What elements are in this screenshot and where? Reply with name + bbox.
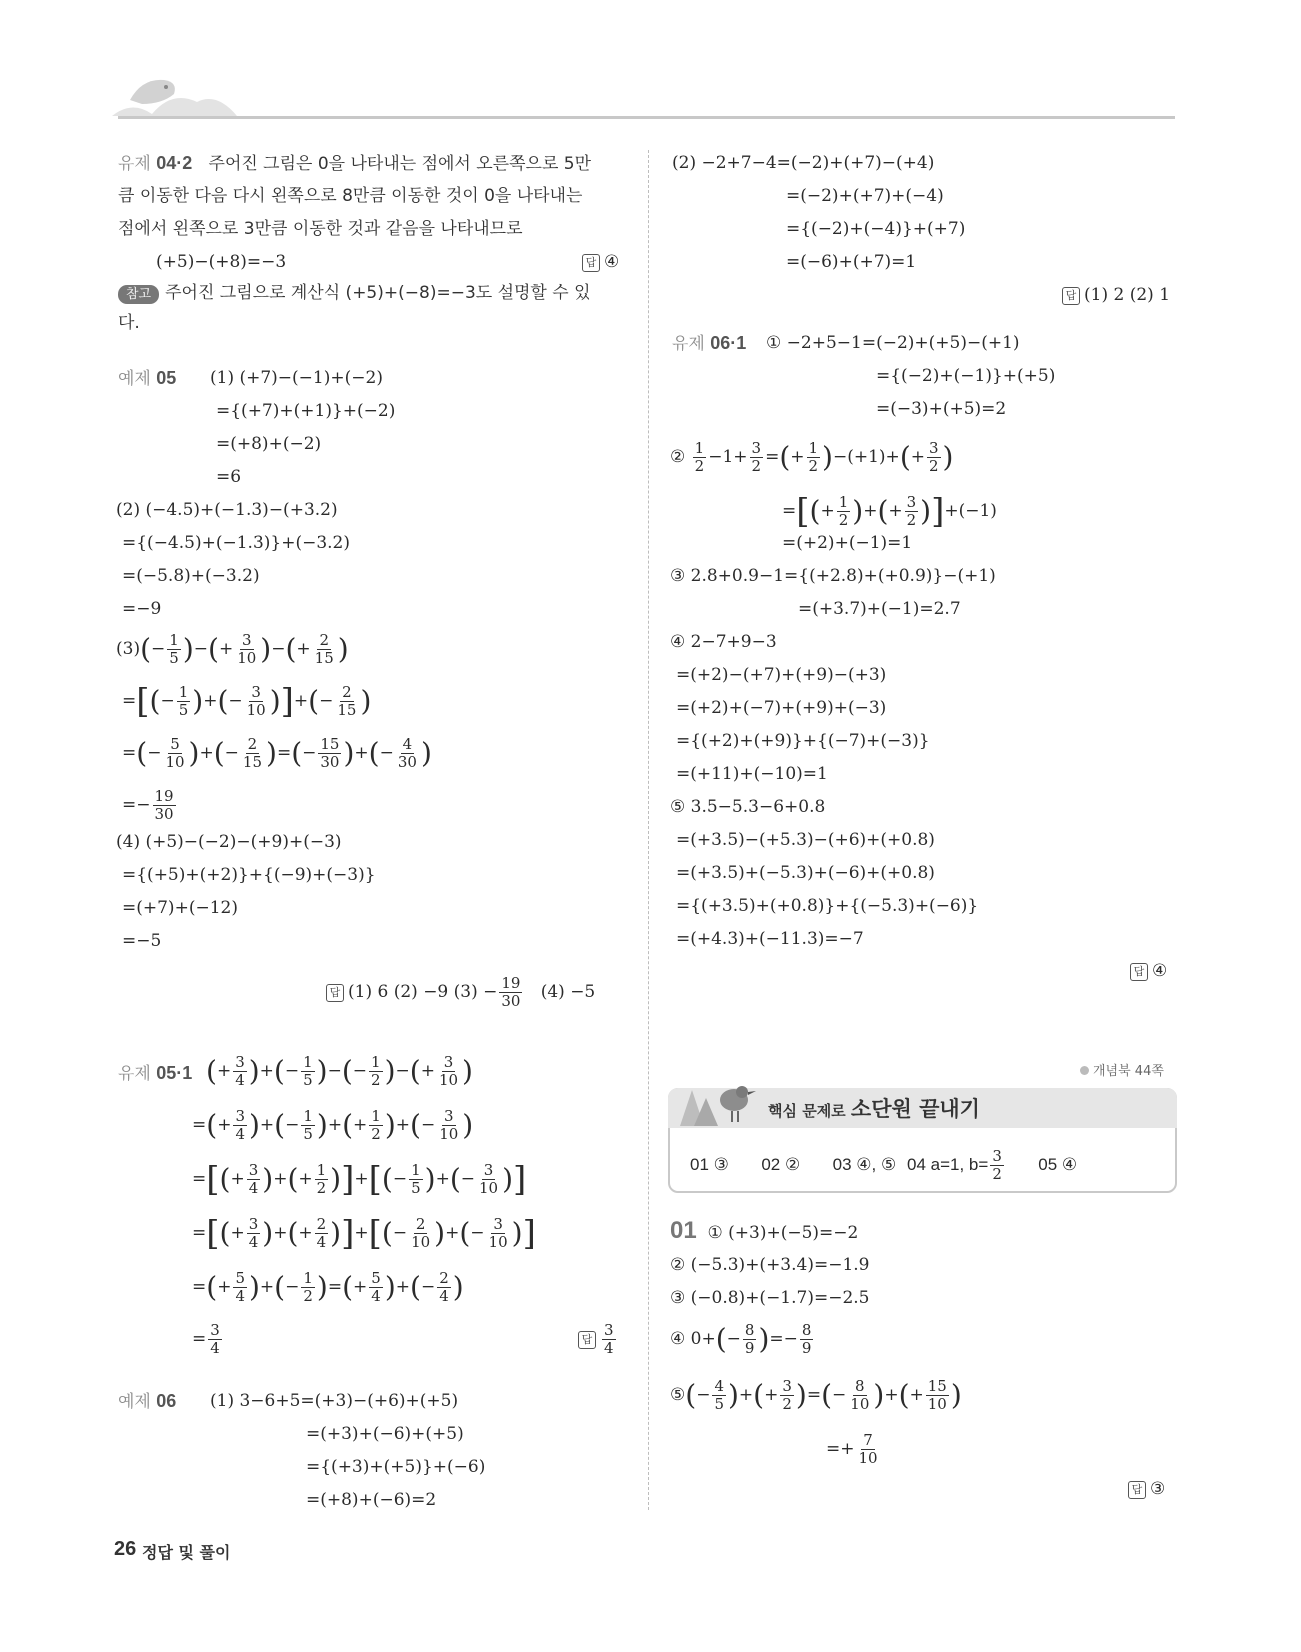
yuje-05-1-heading: 유제 05·1 bbox=[118, 1063, 193, 1083]
yuje-06-1-c4-l3: =(+2)+(−7)+(+9)+(−3) bbox=[676, 698, 887, 718]
summary-answer-03: 03 ④, ⑤ bbox=[832, 1155, 897, 1174]
yeje-06-l4: =(+8)+(−6)=2 bbox=[306, 1490, 437, 1510]
page-number: 26 bbox=[114, 1538, 137, 1560]
yeje-05-p3-l4: =− $\frac{19}{30}$ bbox=[122, 787, 174, 823]
answer-mark-icon: 답 bbox=[1062, 287, 1080, 305]
yuje-06-1-c2-l3: =(+2)+(−1)=1 bbox=[782, 533, 913, 553]
yeje-05-heading: 예제 05 bbox=[118, 368, 177, 388]
yuje-04-2-note: 참고 주어진 그림으로 계산식 (+5)+(−8)=−3도 설명할 수 있 bbox=[118, 280, 591, 306]
seal-mascot-icon bbox=[112, 70, 242, 120]
yeje-06-l2: =(+3)+(−6)+(+5) bbox=[306, 1424, 464, 1444]
q01-l3: ③ (−0.8)+(−1.7)=−2.5 bbox=[670, 1288, 870, 1308]
yeje-05-p1-l2: ={(+7)+(+1)}+(−2) bbox=[216, 401, 396, 421]
yuje-05-1-answer: 답 $\frac{3}{4}$ bbox=[578, 1322, 618, 1357]
yuje-06-1-c5-l2: =(+3.5)−(+5.3)−(+6)+(+0.8) bbox=[676, 830, 935, 850]
yeje-06-p2-l2: =(−2)+(+7)+(−4) bbox=[786, 186, 944, 206]
yeje-06-l3: ={(+3)+(+5)}+(−6) bbox=[306, 1457, 486, 1477]
q01-l4: ④ 0+(− $\frac{8}{9}$ )=− $\frac{8}{9}$ bbox=[670, 1321, 812, 1357]
yuje-06-1-c3-l2: =(+3.7)+(−1)=2.7 bbox=[798, 599, 961, 619]
yeje-06-heading: 예제 06 bbox=[118, 1391, 177, 1411]
yuje-04-2-line1: 유제 04·2 주어진 그림은 0을 나타내는 점에서 오른쪽으로 5만 bbox=[118, 153, 592, 174]
answer-mark-icon: 답 bbox=[1130, 963, 1148, 981]
yuje-04-2-line3: 점에서 왼쪽으로 3만큼 이동한 것과 같음을 나타내므로 bbox=[118, 219, 523, 239]
yuje-06-1-c2-l2: =[(+ $\frac{1}{2}$ )+(+ $\frac{3}{2}$ )]+(−1) bbox=[782, 491, 997, 532]
yeje-05-p4-l2: ={(+5)+(+2)}+{(−9)+(−3)} bbox=[122, 865, 376, 885]
yeje-06-p2-l3: ={(−2)+(−4)}+(+7) bbox=[786, 219, 966, 239]
yuje-06-1-c5-l3: =(+3.5)+(−5.3)+(−6)+(+0.8) bbox=[676, 863, 935, 883]
yuje-05-1-l6: = $\frac{3}{4}$ bbox=[192, 1321, 220, 1357]
yeje-05-p2-l3: =(−5.8)+(−3.2) bbox=[122, 566, 260, 586]
summary-answer-04: 04 a=1, b= bbox=[907, 1155, 989, 1174]
yeje-05-p4-l4: =−5 bbox=[122, 931, 162, 951]
header-rule bbox=[118, 116, 1175, 119]
yeje-06-p2-l4: =(−6)+(+7)=1 bbox=[786, 252, 917, 272]
yeje-05-p3-l1: (3)(− $\frac{1}{5}$ )−(+ $\frac{3}{10}$ )−(+ $\frac{2}{15}$ ) bbox=[116, 631, 349, 667]
yeje-05-p4-l3: =(+7)+(−12) bbox=[122, 898, 238, 918]
note-tag: 참고 bbox=[118, 285, 159, 304]
yuje-06-1-c4-l2: =(+2)−(+7)+(+9)−(+3) bbox=[676, 665, 887, 685]
yeje-05-p2-l1: (2) (−4.5)+(−1.3)−(+3.2) bbox=[116, 500, 338, 520]
yeje-05-p4-l1: (4) (+5)−(−2)−(+9)+(−3) bbox=[116, 832, 342, 852]
footer-title: 정답 및 풀이 bbox=[142, 1543, 231, 1562]
yeje-06-p2-l1: (2) −2+7−4=(−2)+(+7)−(+4) bbox=[672, 153, 935, 173]
yuje-06-1-c1-l2: ={(−2)+(−1)}+(+5) bbox=[876, 366, 1056, 386]
yuje-06-1-c4-l5: =(+11)+(−10)=1 bbox=[676, 764, 828, 784]
yeje-05-p2-l4: =−9 bbox=[122, 599, 162, 619]
yeje-05-p2-l2: ={(−4.5)+(−1.3)}+(−3.2) bbox=[122, 533, 350, 553]
yeje-05-p3-l2: =[(− $\frac{1}{5}$ )+(− $\frac{3}{10}$ )]+(− $\frac{2}{15}$ ) bbox=[122, 681, 372, 722]
summary-answer-05: 05 ④ bbox=[1038, 1155, 1078, 1174]
yuje-06-1-c1-l3: =(−3)+(+5)=2 bbox=[876, 399, 1007, 419]
yuje-05-1-l2: =(+ $\frac{3}{4}$ )+(− $\frac{1}{5}$ )+(+ $\frac{1}{2}$ )+(− $\frac{3}{10}$ ) bbox=[192, 1107, 474, 1143]
yuje-04-2-equation: (+5)−(+8)=−3 bbox=[156, 252, 287, 272]
yuje-06-1-c5-l5: =(+4.3)+(−11.3)=−7 bbox=[676, 929, 864, 949]
answer-mark-icon: 답 bbox=[578, 1331, 596, 1349]
column-divider bbox=[648, 150, 649, 1510]
yuje-05-1-l1: (+ $\frac{3}{4}$ )+(− $\frac{1}{5}$ )−(− $\frac{1}{2}$ )−(+ $\frac{3}{10}$ ) bbox=[206, 1053, 473, 1089]
yeje-06-l1: (1) 3−6+5=(+3)−(+6)+(+5) bbox=[210, 1391, 459, 1411]
yuje-06-1-c4-l4: ={(+2)+(+9)}+{(−7)+(−3)} bbox=[676, 731, 930, 751]
yuje-04-2-line2: 큼 이동한 다음 다시 왼쪽으로 8만큼 이동한 것이 0을 나타내는 bbox=[118, 186, 583, 206]
q01-answer: 답 ③ bbox=[1128, 1476, 1165, 1502]
answer-mark-icon: 답 bbox=[582, 254, 600, 272]
q01-l1: 01 ① (+3)+(−5)=−2 bbox=[670, 1217, 859, 1244]
bird-on-trees-icon bbox=[676, 1076, 756, 1128]
yeje-05-p1-l4: =6 bbox=[216, 467, 242, 487]
yuje-06-1-answer: 답 ④ bbox=[1130, 958, 1167, 984]
yuje-04-2-answer: 답 ④ bbox=[582, 249, 619, 275]
yuje-06-1-c1-l1: ① −2+5−1=(−2)+(+5)−(+1) bbox=[766, 333, 1020, 353]
yuje-06-1-c2-l1: ② $\frac{1}{2}$ −1+ $\frac{3}{2}$ =(+ $\frac{1}{2}$ )−(+1)+(+ $\frac{3}{2}$ ) bbox=[670, 439, 954, 475]
summary-title: 핵심 문제로 소단원 끝내기 bbox=[768, 1097, 980, 1121]
summary-answer-02: 02 ② bbox=[761, 1155, 801, 1174]
yuje-04-2-note-cont: 다. bbox=[118, 313, 140, 333]
yuje-06-1-c3-l1: ③ 2.8+0.9−1={(+2.8)+(+0.9)}−(+1) bbox=[670, 566, 996, 586]
yeje-05-p1-l1: (1) (+7)−(−1)+(−2) bbox=[210, 368, 383, 388]
yuje-05-1-l5: =(+ $\frac{5}{4}$ )+(− $\frac{1}{2}$ )=(+ $\frac{5}{4}$ )+(− $\frac{2}{4}$ ) bbox=[192, 1269, 464, 1305]
yeje-05-p1-l3: =(+8)+(−2) bbox=[216, 434, 322, 454]
q01-l5: ⑤(− $\frac{4}{5}$ )+(+ $\frac{3}{2}$ )=(− $\frac{8}{10}$ )+(+ $\frac{15}{10}$ ) bbox=[670, 1377, 962, 1413]
yuje-06-1-c5-l4: ={(+3.5)+(+0.8)}+{(−5.3)+(−6)} bbox=[676, 896, 979, 916]
yeje-05-p3-l3: =(− $\frac{5}{10}$ )+(− $\frac{2}{15}$ )=(− $\frac{15}{30}$ )+(− $\frac{4}{30}$ ) bbox=[122, 735, 432, 771]
yuje-06-1-heading: 유제 06·1 bbox=[672, 333, 747, 353]
yuje-05-1-l3: =[(+ $\frac{3}{4}$ )+(+ $\frac{1}{2}$ )]+[(− $\frac{1}{5}$ )+(− $\frac{3}{10}$ )] bbox=[192, 1159, 527, 1200]
yeje-05-answer: 답 (1) 6 (2) −9 (3) − $\frac{19}{30}$ (4) −5 bbox=[326, 975, 595, 1010]
answer-mark-icon: 답 bbox=[326, 984, 344, 1002]
summary-answer-01: 01 ③ bbox=[690, 1155, 729, 1174]
q01-l2: ② (−5.3)+(+3.4)=−1.9 bbox=[670, 1255, 870, 1275]
answer-mark-icon: 답 bbox=[1128, 1481, 1146, 1499]
yeje-06-answer: 답 (1) 2 (2) 1 bbox=[1062, 282, 1170, 308]
yuje-06-1-c4-l1: ④ 2−7+9−3 bbox=[670, 632, 777, 652]
yuje-05-1-l4: =[(+ $\frac{3}{4}$ )+(+ $\frac{2}{4}$ )]+[(− $\frac{2}{10}$ )+(− $\frac{3}{10}$ )] bbox=[192, 1213, 536, 1254]
q01-l6: =+ $\frac{7}{10}$ bbox=[826, 1431, 878, 1467]
yuje-06-1-c5-l1: ⑤ 3.5−5.3−6+0.8 bbox=[670, 797, 826, 817]
summary-answers: 01 ③ 02 ② 03 ④, ⑤ 04 a=1, b= $\frac{3}{2}$ 05 ④ bbox=[690, 1147, 1078, 1183]
concept-book-reference: 개념북 44쪽 bbox=[1080, 1060, 1164, 1079]
